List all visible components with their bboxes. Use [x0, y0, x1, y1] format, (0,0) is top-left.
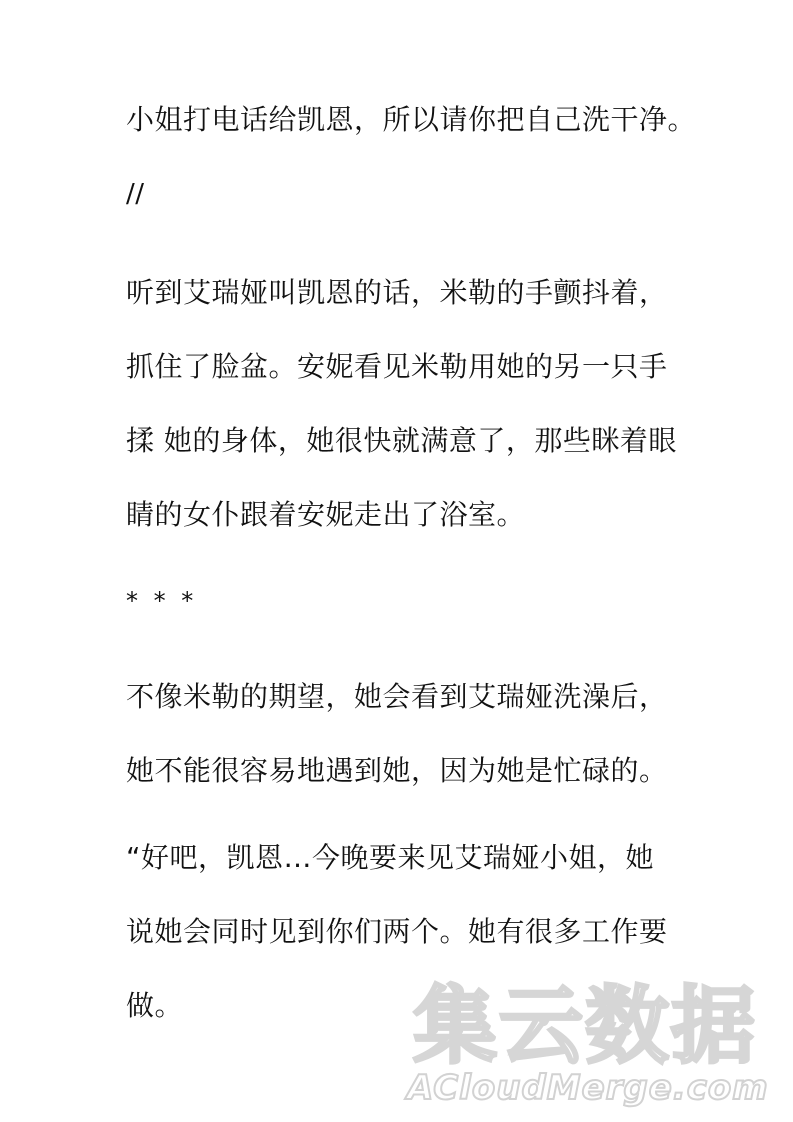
text-line: 不像米勒的期望，她会看到艾瑞娅洗澡后，: [126, 680, 668, 713]
watermark-chinese-text: 集云数据: [413, 977, 758, 1075]
scene-break: * * *: [126, 587, 198, 615]
text-line: 做。: [126, 989, 184, 1022]
text-line: 睛的女仆跟着安妮走出了浴室。: [126, 498, 526, 531]
text-line: 说她会同时见到你们两个。她有很多工作要: [126, 915, 668, 948]
watermark-logo: [405, 978, 785, 1108]
text-line: 抓住了脸盆。安妮看见米勒用她的另一只手: [126, 350, 668, 383]
text-line: “好吧，凯恩…今晚要来见艾瑞娅小姐，她: [126, 841, 655, 874]
section-divider: //: [126, 179, 145, 209]
text-line: 小姐打电话给凯恩，所以请你把自己洗干净。: [126, 103, 697, 136]
watermark-english-text: ACloudMerge.com: [407, 1068, 769, 1108]
text-line: 听到艾瑞娅叫凯恩的话，米勒的手颤抖着，: [126, 276, 668, 309]
text-line: 揉 她的身体，她很快就满意了，那些眯着眼: [126, 424, 677, 457]
text-line: 她不能很容易地遇到她，因为她是忙碌的。: [126, 754, 668, 787]
